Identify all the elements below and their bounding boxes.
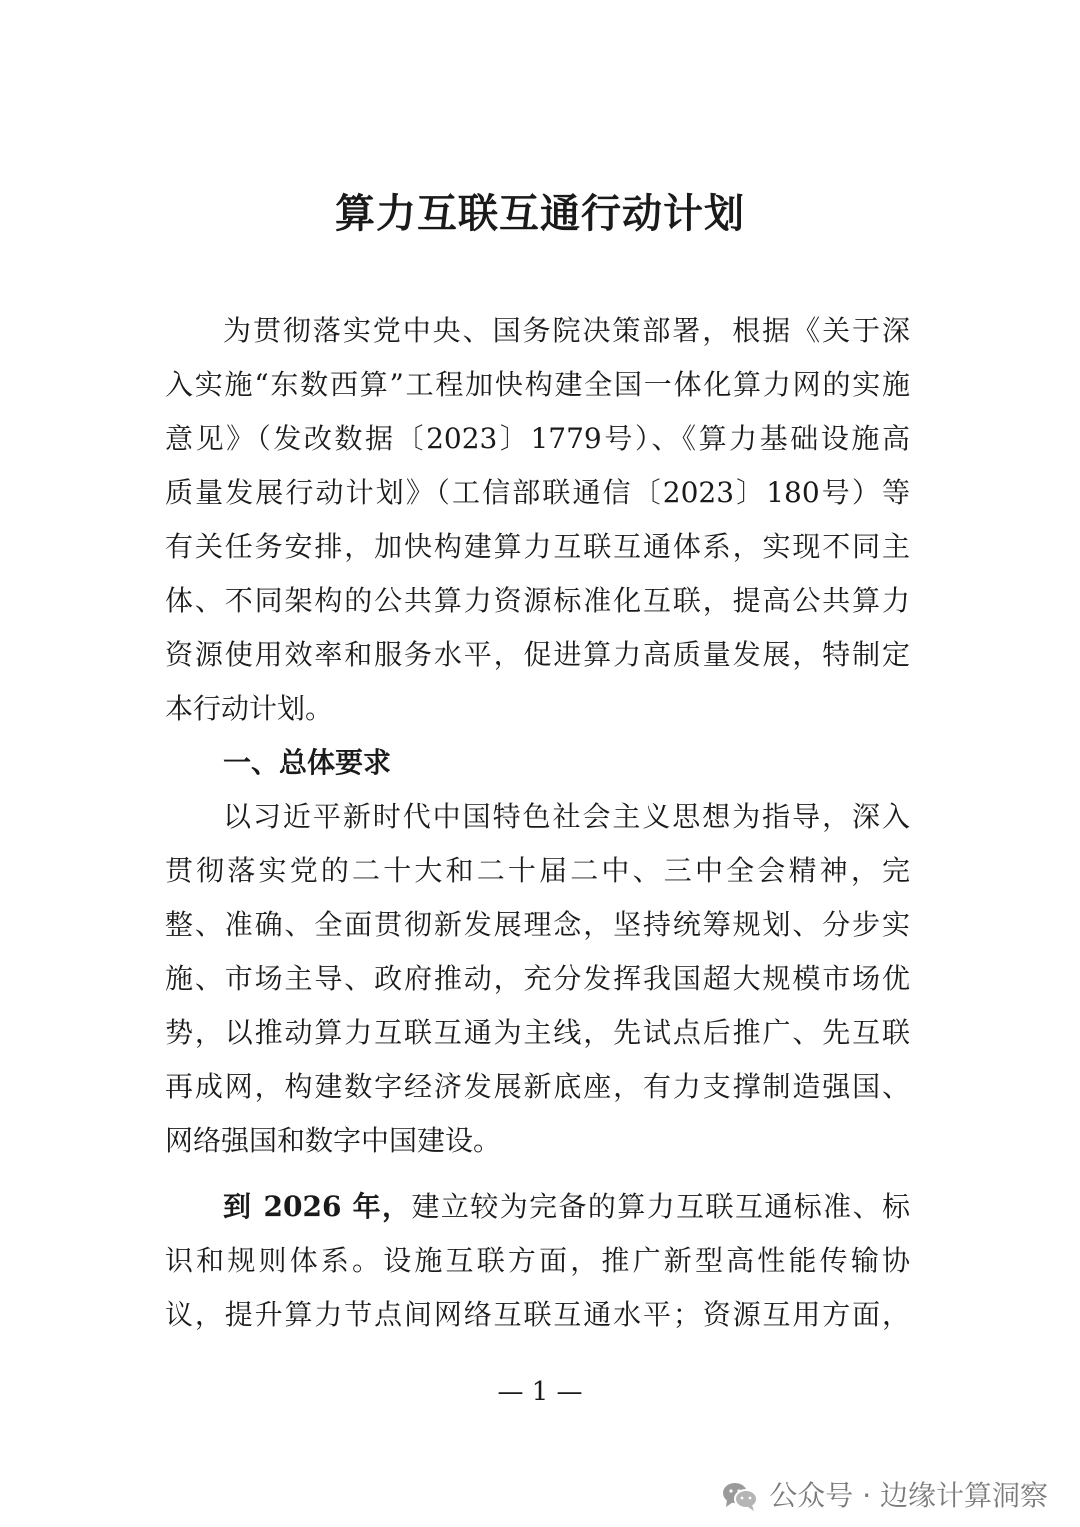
- paragraph-line: 为贯彻落实党中央、国务院决策部署，根据《关于深: [223, 314, 910, 347]
- emphasis-text: 到 2026 年，: [223, 1190, 412, 1223]
- section-heading: 一、总体要求: [223, 746, 392, 779]
- page-number: — 1 —: [497, 1377, 583, 1407]
- paragraph-line: 体、不同架构的公共算力资源标准化互联，提高公共算力: [165, 584, 910, 617]
- paragraph-line-text: 建立较为完备的算力互联互通标准、标: [411, 1190, 910, 1223]
- paragraph-line: 贯彻落实党的二十大和二十届二中、三中全会精神，完: [165, 854, 910, 887]
- watermark-text: 公众号 · 边缘计算洞察: [769, 1479, 1048, 1512]
- paragraph-line: 以习近平新时代中国特色社会主义思想为指导，深入: [223, 800, 910, 833]
- paragraph-line: [165, 1180, 910, 1234]
- document-body: [165, 304, 910, 1342]
- paragraph-line: 施、市场主导、政府推动，充分发挥我国超大规模市场优: [165, 962, 910, 995]
- wechat-icon: [721, 1480, 759, 1512]
- paragraph-line: 入实施“东数西算”工程加快构建全国一体化算力网的实施: [165, 368, 910, 401]
- paragraph-line: 有关任务安排，加快构建算力互联互通体系，实现不同主: [165, 530, 910, 563]
- paragraph-line: 势，以推动算力互联互通为主线，先试点后推广、先互联: [165, 1016, 910, 1049]
- paragraph-line: 议，提升算力节点间网络互联互通水平；资源互用方面，: [165, 1298, 910, 1331]
- paragraph-line: 资源使用效率和服务水平，促进算力高质量发展，特制定: [165, 638, 910, 671]
- paragraph-line: 再成网，构建数字经济发展新底座，有力支撑制造强国、: [165, 1070, 910, 1103]
- paragraph-line: 质量发展行动计划》（工信部联通信〔2023〕180号）等: [165, 476, 910, 509]
- paragraph-line: 识和规则体系。设施互联方面，推广新型高性能传输协: [165, 1244, 910, 1277]
- paragraph-line: 本行动计划。: [165, 692, 334, 725]
- paragraph-gap: [165, 1168, 910, 1180]
- watermark: [721, 1478, 1048, 1514]
- document-title: 算力互联互通行动计划: [335, 190, 745, 237]
- paragraph-line: 整、准确、全面贯彻新发展理念，坚持统筹规划、分步实: [165, 908, 910, 941]
- paragraph-line: 网络强国和数字中国建设。: [165, 1124, 502, 1157]
- paragraph-line: 意见》（发改数据〔2023〕1779号）、《算力基础设施高: [165, 422, 910, 455]
